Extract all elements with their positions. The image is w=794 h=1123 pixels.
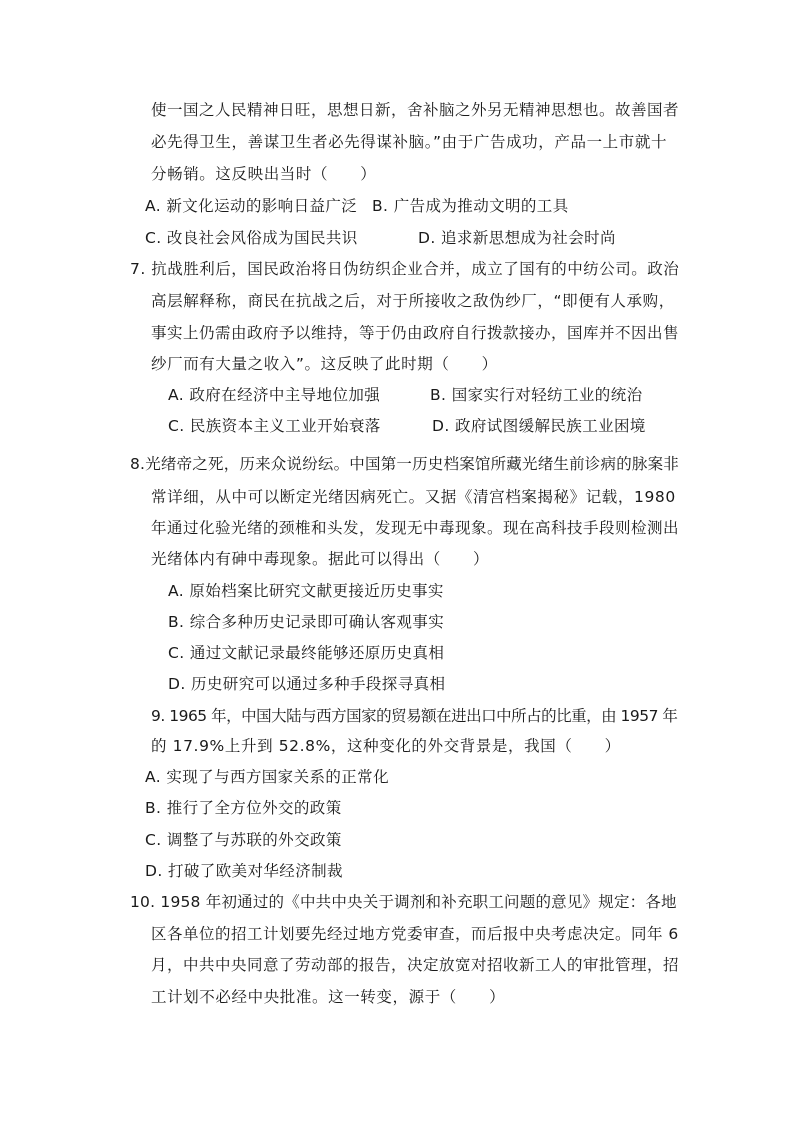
q8-text-line-3: 年通过化验光绪的颈椎和头发，发现无中毒现象。现在高科技手段则检测出 (151, 519, 680, 537)
q7-text-line-4: 纱厂而有大量之收入”。这反映了此时期（ ） (151, 355, 498, 373)
q10-text-line-1: 10. 1958 年初通过的《中共中央关于调剂和补充职工问题的意见》规定：各地 (130, 893, 677, 911)
q9-text-line-2: 的 17.9%上升到 52.8%，这种变化的外交背景是，我国（ ） (151, 737, 621, 755)
q6-option-b: B. 广告成为推动文明的工具 (372, 197, 569, 215)
q7-option-a: A. 政府在经济中主导地位加强 (168, 386, 381, 404)
q6-text-line-2: 必先得卫生，善谋卫生者必先得谋补脑。”由于广告成功，产品一上市就十 (151, 133, 668, 151)
q10-text-line-4: 工计划不必经中央批准。这一转变，源于（ ） (151, 988, 506, 1006)
q10-text-line-2: 区各单位的招工计划要先经过地方党委审查，而后报中央考虑决定。同年 6 (151, 925, 679, 943)
q9-option-c: C. 调整了与苏联的外交政策 (145, 831, 342, 849)
q8-text-line-4: 光绪体内有砷中毒现象。据此可以得出（ ） (151, 550, 490, 568)
q8-option-d: D. 历史研究可以通过多种手段探寻真相 (168, 675, 446, 693)
q9-option-b: B. 推行了全方位外交的政策 (145, 799, 342, 817)
q6-text-line-1: 使一国之人民精神日旺，思想日新，舍补脑之外另无精神思想也。故善国者 (151, 101, 680, 119)
q10-text-line-3: 月，中共中央同意了劳动部的报告，决定放宽对招收新工人的审批管理，招 (151, 956, 680, 974)
q6-option-d: D. 追求新思想成为社会时尚 (418, 229, 616, 247)
q9-text-line-1: 9. 1965 年，中国大陆与西方国家的贸易额在进出口中所占的比重，由 1957 年 (151, 707, 678, 725)
q7-text-line-1: 7. 抗战胜利后，国民政治将日伪纺织企业合并，成立了国有的中纺公司。政治 (130, 260, 680, 278)
q8-option-b: B. 综合多种历史记录即可确认客观事实 (168, 613, 445, 631)
q7-text-line-3: 事实上仍需由政府予以维持，等于仍由政府自行拨款接办，国库并不因出售 (151, 324, 680, 342)
q8-option-c: C. 通过文献记录最终能够还原历史真相 (168, 644, 445, 662)
q9-option-d: D. 打破了欧美对华经济制裁 (145, 862, 343, 880)
q6-text-line-3: 分畅销。这反映出当时（ ） (151, 165, 377, 183)
q8-text-line-2: 常详细，从中可以断定光绪因病死亡。又据《清宫档案揭秘》记载，1980 (151, 488, 676, 506)
q6-option-a: A. 新文化运动的影响日益广泛 (145, 197, 358, 215)
q6-option-c: C. 改良社会风俗成为国民共识 (145, 229, 358, 247)
q7-text-line-2: 高层解释称，商民在抗战之后，对于所接收之敌伪纱厂，“即便有人承购， (151, 292, 675, 310)
q9-option-a: A. 实现了与西方国家关系的正常化 (145, 768, 389, 786)
q7-option-c: C. 民族资本主义工业开始衰落 (168, 417, 381, 435)
q8-text-line-1: 8.光绪帝之死，历来众说纷纭。中国第一历史档案馆所藏光绪生前诊病的脉案非 (130, 455, 679, 473)
q7-option-d: D. 政府试图缓解民族工业困境 (432, 417, 646, 435)
q8-option-a: A. 原始档案比研究文献更接近历史事实 (168, 582, 444, 600)
q7-option-b: B. 国家实行对轻纺工业的统治 (430, 386, 643, 404)
